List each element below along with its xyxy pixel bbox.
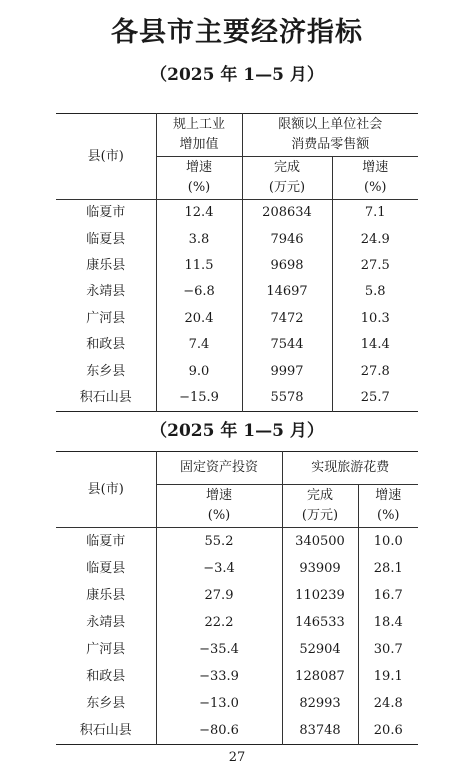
county-cell: 东乡县 bbox=[56, 690, 156, 717]
table-row bbox=[56, 690, 418, 717]
economic-indicators-table-2 bbox=[56, 451, 418, 745]
investment-growth-header: 增速 (%) bbox=[156, 485, 282, 528]
retail-amount-cell: 14697 bbox=[242, 279, 332, 305]
table-row bbox=[56, 555, 418, 582]
tourism-growth-cell: 18.4 bbox=[373, 614, 403, 630]
industrial-growth-cell: 20.4 bbox=[156, 306, 242, 332]
county-header-2: 县(市) bbox=[56, 452, 156, 528]
retail-growth-header: 增速 (%) bbox=[332, 157, 418, 200]
industrial-growth-cell: 7.4 bbox=[156, 332, 242, 358]
county-cell: 康乐县 bbox=[56, 582, 156, 609]
county-cell: 广河县 bbox=[56, 636, 156, 663]
retail-growth-cell: 14.4 bbox=[360, 337, 390, 353]
investment-growth-cell: 55.2 bbox=[156, 528, 282, 556]
retail-growth-cell: 27.5 bbox=[360, 257, 390, 273]
county-cell: 和政县 bbox=[56, 663, 156, 690]
table-row bbox=[56, 663, 418, 690]
retail-amount-header: 完成 (万元) bbox=[242, 157, 332, 200]
page-number: 27 bbox=[228, 750, 246, 765]
table-row bbox=[56, 385, 418, 412]
economic-indicators-table-1 bbox=[56, 113, 418, 412]
investment-growth-cell: 22.2 bbox=[156, 609, 282, 636]
period-label-2: （2025 年 1—5 月） bbox=[150, 421, 324, 441]
retail-growth-cell: 27.8 bbox=[360, 363, 390, 379]
tourism-growth-cell: 19.1 bbox=[373, 668, 403, 684]
period-label-1: （2025 年 1—5 月） bbox=[150, 65, 324, 85]
industrial-growth-cell: 11.5 bbox=[156, 253, 242, 279]
tourism-amount-cell: 128087 bbox=[282, 663, 358, 690]
tourism-growth-header: 增速 (%) bbox=[358, 485, 418, 528]
county-cell: 康乐县 bbox=[56, 253, 156, 279]
table-row bbox=[56, 200, 418, 227]
table-row bbox=[56, 636, 418, 663]
retail-amount-cell: 5578 bbox=[242, 385, 332, 412]
county-cell: 和政县 bbox=[56, 332, 156, 358]
page-title: 各县市主要经济指标 bbox=[111, 17, 363, 48]
county-cell: 广河县 bbox=[56, 306, 156, 332]
tourism-amount-cell: 146533 bbox=[282, 609, 358, 636]
industrial-growth-cell: −6.8 bbox=[156, 279, 242, 305]
table-row bbox=[56, 528, 418, 556]
tourism-amount-header: 完成 (万元) bbox=[282, 485, 358, 528]
industrial-value-header: 规上工业 增加值 bbox=[156, 114, 242, 157]
investment-growth-cell: −80.6 bbox=[156, 717, 282, 745]
tourism-amount-cell: 83748 bbox=[282, 717, 358, 745]
industrial-growth-cell: 9.0 bbox=[156, 358, 242, 384]
table-row bbox=[56, 332, 418, 358]
county-cell: 永靖县 bbox=[56, 609, 156, 636]
county-cell: 临夏县 bbox=[56, 226, 156, 252]
retail-growth-cell: 25.7 bbox=[360, 389, 390, 405]
county-cell: 东乡县 bbox=[56, 358, 156, 384]
retail-growth-cell: 24.9 bbox=[360, 231, 390, 247]
investment-growth-cell: −13.0 bbox=[156, 690, 282, 717]
tourism-amount-cell: 340500 bbox=[282, 528, 358, 556]
retail-growth-cell: 10.3 bbox=[360, 310, 390, 326]
fixed-investment-header: 固定资产投资 bbox=[156, 452, 282, 485]
investment-growth-cell: 27.9 bbox=[156, 582, 282, 609]
retail-growth-cell: 5.8 bbox=[364, 284, 386, 300]
table-row bbox=[56, 306, 418, 332]
table-row bbox=[56, 253, 418, 279]
tourism-growth-cell: 10.0 bbox=[373, 533, 403, 549]
table-row bbox=[56, 279, 418, 305]
table-row bbox=[56, 582, 418, 609]
county-cell: 永靖县 bbox=[56, 279, 156, 305]
tourism-growth-cell: 24.8 bbox=[373, 695, 403, 711]
county-cell: 临夏市 bbox=[56, 200, 156, 227]
retail-amount-cell: 208634 bbox=[242, 200, 332, 227]
county-cell: 临夏市 bbox=[56, 528, 156, 556]
retail-amount-cell: 7544 bbox=[242, 332, 332, 358]
industrial-growth-cell: 12.4 bbox=[156, 200, 242, 227]
industrial-growth-cell: −15.9 bbox=[156, 385, 242, 412]
table-row bbox=[56, 226, 418, 252]
tourism-amount-cell: 82993 bbox=[282, 690, 358, 717]
tourism-amount-cell: 110239 bbox=[282, 582, 358, 609]
retail-sales-header: 限额以上单位社会 消费品零售额 bbox=[242, 114, 418, 157]
county-header: 县(市) bbox=[56, 114, 156, 200]
tourism-growth-cell: 30.7 bbox=[373, 641, 403, 657]
industrial-growth-header: 增速 (%) bbox=[156, 157, 242, 200]
county-cell: 临夏县 bbox=[56, 555, 156, 582]
tourism-growth-cell: 20.6 bbox=[373, 722, 403, 738]
table-row bbox=[56, 717, 418, 745]
retail-amount-cell: 9997 bbox=[242, 358, 332, 384]
retail-amount-cell: 7472 bbox=[242, 306, 332, 332]
tourism-growth-cell: 16.7 bbox=[373, 587, 403, 603]
investment-growth-cell: −3.4 bbox=[156, 555, 282, 582]
investment-growth-cell: −33.9 bbox=[156, 663, 282, 690]
tourism-amount-cell: 52904 bbox=[282, 636, 358, 663]
county-cell: 积石山县 bbox=[56, 385, 156, 412]
industrial-growth-cell: 3.8 bbox=[156, 226, 242, 252]
county-cell: 积石山县 bbox=[56, 717, 156, 745]
table-row bbox=[56, 609, 418, 636]
tourism-spending-header: 实现旅游花费 bbox=[282, 452, 418, 485]
investment-growth-cell: −35.4 bbox=[156, 636, 282, 663]
retail-growth-cell: 7.1 bbox=[364, 205, 386, 221]
retail-amount-cell: 7946 bbox=[242, 226, 332, 252]
tourism-growth-cell: 28.1 bbox=[373, 560, 403, 576]
table-row bbox=[56, 358, 418, 384]
retail-amount-cell: 9698 bbox=[242, 253, 332, 279]
tourism-amount-cell: 93909 bbox=[282, 555, 358, 582]
